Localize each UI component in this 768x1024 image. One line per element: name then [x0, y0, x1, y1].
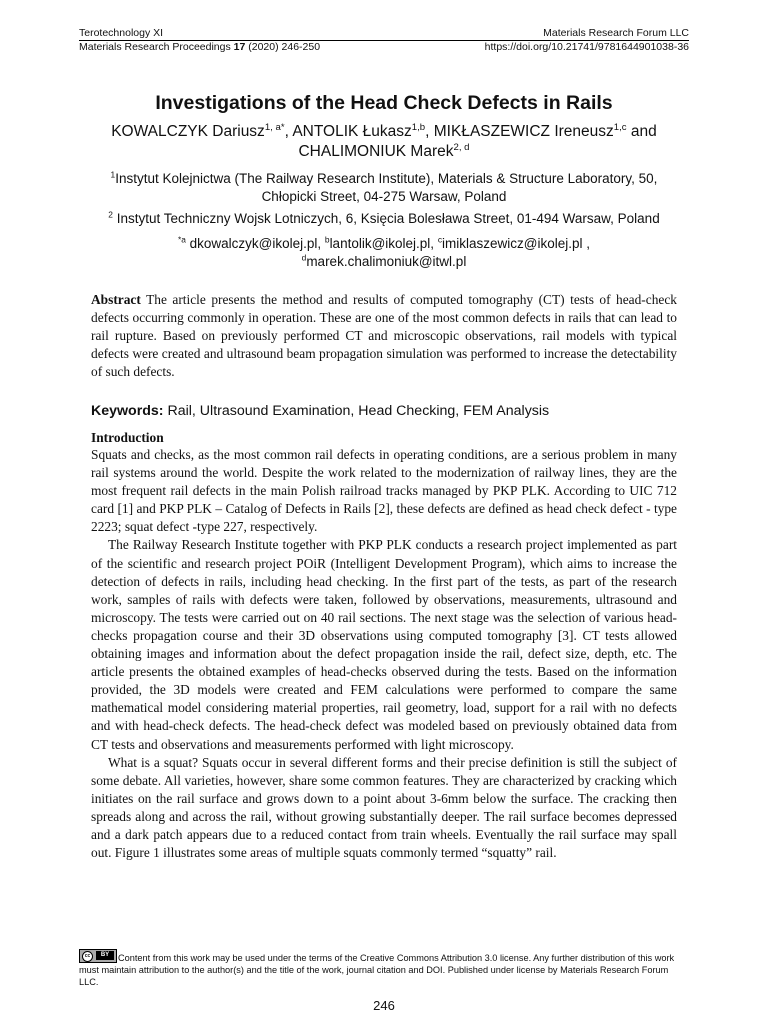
email-link[interactable]: dkowalczyk@ikolej.pl, [185, 236, 325, 251]
keywords [91, 403, 677, 419]
email-link[interactable]: marek.chalimoniuk@itwl.pl [306, 254, 467, 269]
author-emails: $^{*a}$ dkowalczyk@ikolej.pl, $^b$lantolik@ikolej.pl, $^c$imiklaszewicz@ikolej.pl , $^d$marek.chalimoniuk@itwl.pl [177, 234, 591, 269]
email-link[interactable]: imiklaszewicz@ikolej.pl , [442, 236, 591, 251]
conference-name: Terotechnology XI [79, 27, 164, 39]
page-number: 246 [373, 998, 395, 1013]
running-header-top [79, 27, 689, 39]
keywords-label: Keywords: [91, 403, 164, 419]
introduction-body [91, 446, 677, 862]
paragraph: What is a squat? Squats occur in several different forms and their precise definition is still the subject of some debate. All varieties, however, share some common features. They are characterized by cracking which initiates on the rail surface and grows down to a point about 3-6mm below the surface. The cracking then spreads along and across the rail, without growing substantially deeper. The rail surface becomes depressed and a dark patch appears due to a reduced contact from train wheels. Eventually the rail surface may spall out. Figure 1 illustrates some areas of multiple squats commonly termed “squatty” rail. [91, 754, 677, 861]
affiliation-1: $^1$Instytut Kolejnictwa (The Railway Research Institute), Materials & Structure Laboratory, 50, Chłopicki Street, 04-275 Warsaw, Poland [110, 169, 658, 204]
running-header-bottom [79, 41, 689, 53]
email-link[interactable]: lantolik@ikolej.pl, [329, 236, 438, 251]
abstract-text: The article presents the method and results of computed tomography (CT) tests of head-check defects occurring commonly in operation. These are one of the most common defects in rails that can lead to rail rupture. Based on previously performed CT and microscopic observations, rail models with typical defects were created and ultrasound beam propagation simulation was performed to increase the detectability of such defects. [91, 292, 677, 379]
affiliation-2: $^2$ Instytut Techniczny Wojsk Lotniczych, 6, Księcia Bolesława Street, 01-494 Warsaw, Poland [108, 209, 660, 226]
abstract [91, 291, 677, 381]
abstract-label: Abstract [91, 292, 141, 307]
volume-number: 17 [233, 41, 246, 53]
paragraph: The Railway Research Institute together with PKP PLK conducts a research project implemented as part of the scientific and research project POiR (Intelligent Development Program), which aims to increase the detection of defects in rails, including head checking. In the first part of the tests, as part of the research work, samples of rails with defects were taken, followed by observations, measurements, ultrasound and microscopy. The tests were carried out on 40 rail sections. The next stage was the selection of various head-checks propagation course and their 3D observations using computed tomography [3]. CT tests allowed obtaining images and information about the defect propagation inside the rail, defect size, depth, etc. The article presents the obtained examples of head-checks observed during the tests. Based on the information provided, the 3D models were created and FEM calculations were performed to compare the same mathematical model considering material properties, rail geometry, load, support for a rail with no defects and with head-check defects. The head-check defect was modeled based on previously obtained data from CT tests and observations and measurements performed with light microscopy. [91, 537, 677, 752]
author-name: CHALIMONIUK Marek [298, 143, 454, 160]
license-text: Content from this work may be used under the terms of the Creative Commons Attribution 3.0 license. Any further distribution of this work must maintain attribution to the author(s) and the title of the work, journal citation and DOI. Published under license by Materials Research Forum LLC. [79, 953, 675, 987]
doi-link[interactable]: https://doi.org/10.21741/9781644901038-36 [484, 41, 689, 53]
paper-title: Investigations of the Head Check Defects in Rails [155, 92, 613, 114]
author-name: MIKŁASZEWICZ Ireneusz [433, 123, 614, 140]
proceedings-citation: Materials Research Proceedings 17 (2020) 246-250 [79, 41, 321, 53]
publisher-name: Materials Research Forum LLC [543, 27, 689, 39]
author-name: KOWALCZYK Dariusz [111, 123, 265, 140]
license-notice [79, 949, 689, 988]
author-list: KOWALCZYK Dariusz$^{1, a*}$, ANTOLIK Łukasz$^{1,b}$, MIKŁASZEWICZ Ireneusz$^{1,c}$ and CHALIMONIUK Marek$^{2, d}$ [111, 121, 657, 160]
section-heading-introduction: Introduction [91, 430, 164, 445]
author-name: ANTOLIK Łukasz [292, 123, 412, 140]
cc-by-license-icon[interactable]: cc BY [79, 949, 117, 963]
paragraph: Squats and checks, as the most common rail defects in operating conditions, are a serious problem in many rail systems around the world. Despite the work related to the modernization of railway lines, they are the most frequent rail defects in the main Polish railroad tracks managed by PKP PLK. According to UIC 712 card [1] and PKP PLK – Catalog of Defects in Rails [2], these defects are defined as head check defect - type 2223; squat defect -type 227, respectively. [91, 447, 677, 535]
keywords-text: Rail, Ultrasound Examination, Head Checking, FEM Analysis [163, 403, 550, 419]
